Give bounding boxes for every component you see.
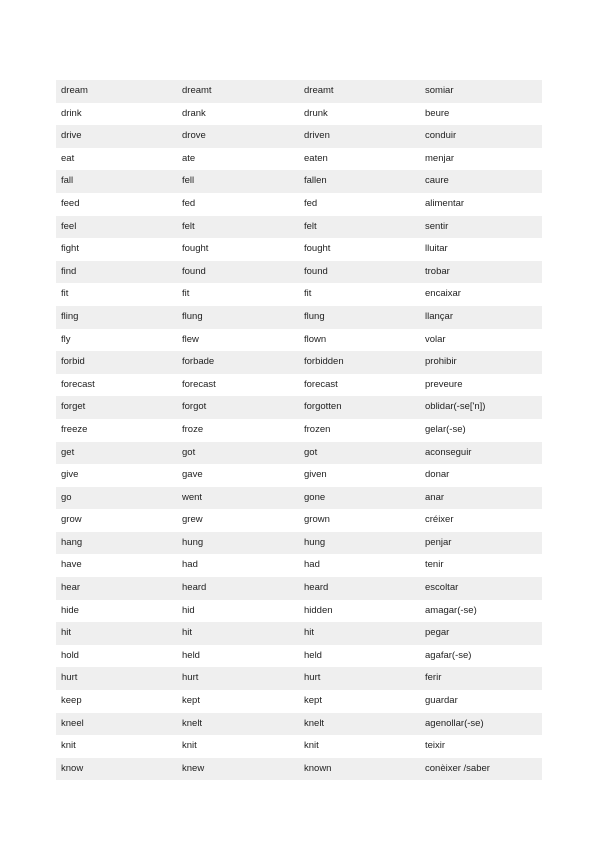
translation-cell: encaixar <box>420 283 542 306</box>
infinitive-cell: fight <box>56 238 177 261</box>
past-simple-cell: hurt <box>177 667 299 690</box>
translation-cell: teixir <box>420 735 542 758</box>
infinitive-cell: fly <box>56 329 177 352</box>
table-row <box>56 306 542 329</box>
translation-cell: guardar <box>420 690 542 713</box>
table-row <box>56 690 542 713</box>
past-simple-cell: held <box>177 645 299 668</box>
translation-cell: anar <box>420 487 542 510</box>
infinitive-cell: kneel <box>56 713 177 736</box>
past-simple-cell: forbade <box>177 351 299 374</box>
past-simple-cell: fell <box>177 170 299 193</box>
translation-cell: conèixer /saber <box>420 758 542 781</box>
table-row <box>56 442 542 465</box>
table-row <box>56 216 542 239</box>
infinitive-cell: keep <box>56 690 177 713</box>
table-row <box>56 125 542 148</box>
translation-cell: penjar <box>420 532 542 555</box>
past-simple-cell: dreamt <box>177 80 299 103</box>
translation-cell: prohibir <box>420 351 542 374</box>
infinitive-cell: get <box>56 442 177 465</box>
infinitive-cell: forbid <box>56 351 177 374</box>
translation-cell: tenir <box>420 554 542 577</box>
infinitive-cell: hurt <box>56 667 177 690</box>
table-row <box>56 396 542 419</box>
table-row <box>56 374 542 397</box>
table-row <box>56 645 542 668</box>
table-row <box>56 487 542 510</box>
past-simple-cell: ate <box>177 148 299 171</box>
past-simple-cell: hit <box>177 622 299 645</box>
past-participle-cell: flown <box>299 329 420 352</box>
table-row <box>56 532 542 555</box>
translation-cell: créixer <box>420 509 542 532</box>
past-simple-cell: fed <box>177 193 299 216</box>
table-row <box>56 554 542 577</box>
infinitive-cell: hit <box>56 622 177 645</box>
infinitive-cell: forget <box>56 396 177 419</box>
translation-cell: lluitar <box>420 238 542 261</box>
past-participle-cell: had <box>299 554 420 577</box>
translation-cell: beure <box>420 103 542 126</box>
translation-cell: volar <box>420 329 542 352</box>
past-participle-cell: found <box>299 261 420 284</box>
past-simple-cell: forgot <box>177 396 299 419</box>
table-row <box>56 193 542 216</box>
table-row <box>56 351 542 374</box>
past-participle-cell: felt <box>299 216 420 239</box>
translation-cell: donar <box>420 464 542 487</box>
past-participle-cell: knelt <box>299 713 420 736</box>
past-simple-cell: kept <box>177 690 299 713</box>
past-participle-cell: fallen <box>299 170 420 193</box>
past-participle-cell: got <box>299 442 420 465</box>
translation-cell: sentir <box>420 216 542 239</box>
past-participle-cell: driven <box>299 125 420 148</box>
past-participle-cell: forgotten <box>299 396 420 419</box>
infinitive-cell: feel <box>56 216 177 239</box>
past-simple-cell: found <box>177 261 299 284</box>
table-row <box>56 735 542 758</box>
infinitive-cell: fall <box>56 170 177 193</box>
past-simple-cell: hung <box>177 532 299 555</box>
past-simple-cell: gave <box>177 464 299 487</box>
infinitive-cell: fit <box>56 283 177 306</box>
past-simple-cell: got <box>177 442 299 465</box>
translation-cell: menjar <box>420 148 542 171</box>
past-simple-cell: fit <box>177 283 299 306</box>
infinitive-cell: forecast <box>56 374 177 397</box>
infinitive-cell: knit <box>56 735 177 758</box>
past-simple-cell: froze <box>177 419 299 442</box>
table-row <box>56 464 542 487</box>
infinitive-cell: go <box>56 487 177 510</box>
infinitive-cell: hold <box>56 645 177 668</box>
table-row <box>56 103 542 126</box>
past-simple-cell: hid <box>177 600 299 623</box>
infinitive-cell: give <box>56 464 177 487</box>
past-participle-cell: frozen <box>299 419 420 442</box>
table-row <box>56 80 542 103</box>
past-participle-cell: knit <box>299 735 420 758</box>
infinitive-cell: drink <box>56 103 177 126</box>
table-row <box>56 170 542 193</box>
table-row <box>56 758 542 781</box>
infinitive-cell: eat <box>56 148 177 171</box>
past-simple-cell: drove <box>177 125 299 148</box>
translation-cell: ferir <box>420 667 542 690</box>
translation-cell: pegar <box>420 622 542 645</box>
past-participle-cell: held <box>299 645 420 668</box>
table-row <box>56 600 542 623</box>
past-simple-cell: fought <box>177 238 299 261</box>
past-simple-cell: felt <box>177 216 299 239</box>
past-participle-cell: given <box>299 464 420 487</box>
table-row <box>56 713 542 736</box>
table-row <box>56 667 542 690</box>
past-simple-cell: had <box>177 554 299 577</box>
translation-cell: gelar(-se) <box>420 419 542 442</box>
translation-cell: aconseguir <box>420 442 542 465</box>
past-simple-cell: flung <box>177 306 299 329</box>
table-row <box>56 509 542 532</box>
irregular-verbs-table <box>56 80 542 780</box>
infinitive-cell: have <box>56 554 177 577</box>
past-participle-cell: gone <box>299 487 420 510</box>
translation-cell: oblidar(-se['n]) <box>420 396 542 419</box>
translation-cell: escoltar <box>420 577 542 600</box>
table-row <box>56 577 542 600</box>
infinitive-cell: freeze <box>56 419 177 442</box>
translation-cell: agafar(-se) <box>420 645 542 668</box>
infinitive-cell: know <box>56 758 177 781</box>
infinitive-cell: fling <box>56 306 177 329</box>
table-row <box>56 283 542 306</box>
past-participle-cell: fed <box>299 193 420 216</box>
past-participle-cell: hung <box>299 532 420 555</box>
translation-cell: preveure <box>420 374 542 397</box>
past-participle-cell: drunk <box>299 103 420 126</box>
table-row <box>56 261 542 284</box>
past-simple-cell: knelt <box>177 713 299 736</box>
translation-cell: amagar(-se) <box>420 600 542 623</box>
past-simple-cell: flew <box>177 329 299 352</box>
infinitive-cell: hear <box>56 577 177 600</box>
translation-cell: conduir <box>420 125 542 148</box>
table-row <box>56 419 542 442</box>
infinitive-cell: dream <box>56 80 177 103</box>
past-participle-cell: hidden <box>299 600 420 623</box>
past-participle-cell: fought <box>299 238 420 261</box>
past-participle-cell: flung <box>299 306 420 329</box>
past-participle-cell: forecast <box>299 374 420 397</box>
past-participle-cell: known <box>299 758 420 781</box>
translation-cell: alimentar <box>420 193 542 216</box>
past-participle-cell: dreamt <box>299 80 420 103</box>
translation-cell: agenollar(-se) <box>420 713 542 736</box>
infinitive-cell: grow <box>56 509 177 532</box>
past-participle-cell: hit <box>299 622 420 645</box>
verb-table-body <box>56 80 542 780</box>
translation-cell: somiar <box>420 80 542 103</box>
past-participle-cell: heard <box>299 577 420 600</box>
past-participle-cell: forbidden <box>299 351 420 374</box>
translation-cell: llançar <box>420 306 542 329</box>
past-simple-cell: grew <box>177 509 299 532</box>
table-row <box>56 148 542 171</box>
infinitive-cell: hang <box>56 532 177 555</box>
past-simple-cell: knew <box>177 758 299 781</box>
past-participle-cell: eaten <box>299 148 420 171</box>
infinitive-cell: find <box>56 261 177 284</box>
table-row <box>56 622 542 645</box>
infinitive-cell: drive <box>56 125 177 148</box>
table-row <box>56 238 542 261</box>
past-simple-cell: went <box>177 487 299 510</box>
past-participle-cell: kept <box>299 690 420 713</box>
infinitive-cell: hide <box>56 600 177 623</box>
translation-cell: caure <box>420 170 542 193</box>
past-participle-cell: fit <box>299 283 420 306</box>
infinitive-cell: feed <box>56 193 177 216</box>
past-simple-cell: drank <box>177 103 299 126</box>
past-simple-cell: heard <box>177 577 299 600</box>
table-row <box>56 329 542 352</box>
past-participle-cell: hurt <box>299 667 420 690</box>
past-participle-cell: grown <box>299 509 420 532</box>
past-simple-cell: knit <box>177 735 299 758</box>
past-simple-cell: forecast <box>177 374 299 397</box>
translation-cell: trobar <box>420 261 542 284</box>
